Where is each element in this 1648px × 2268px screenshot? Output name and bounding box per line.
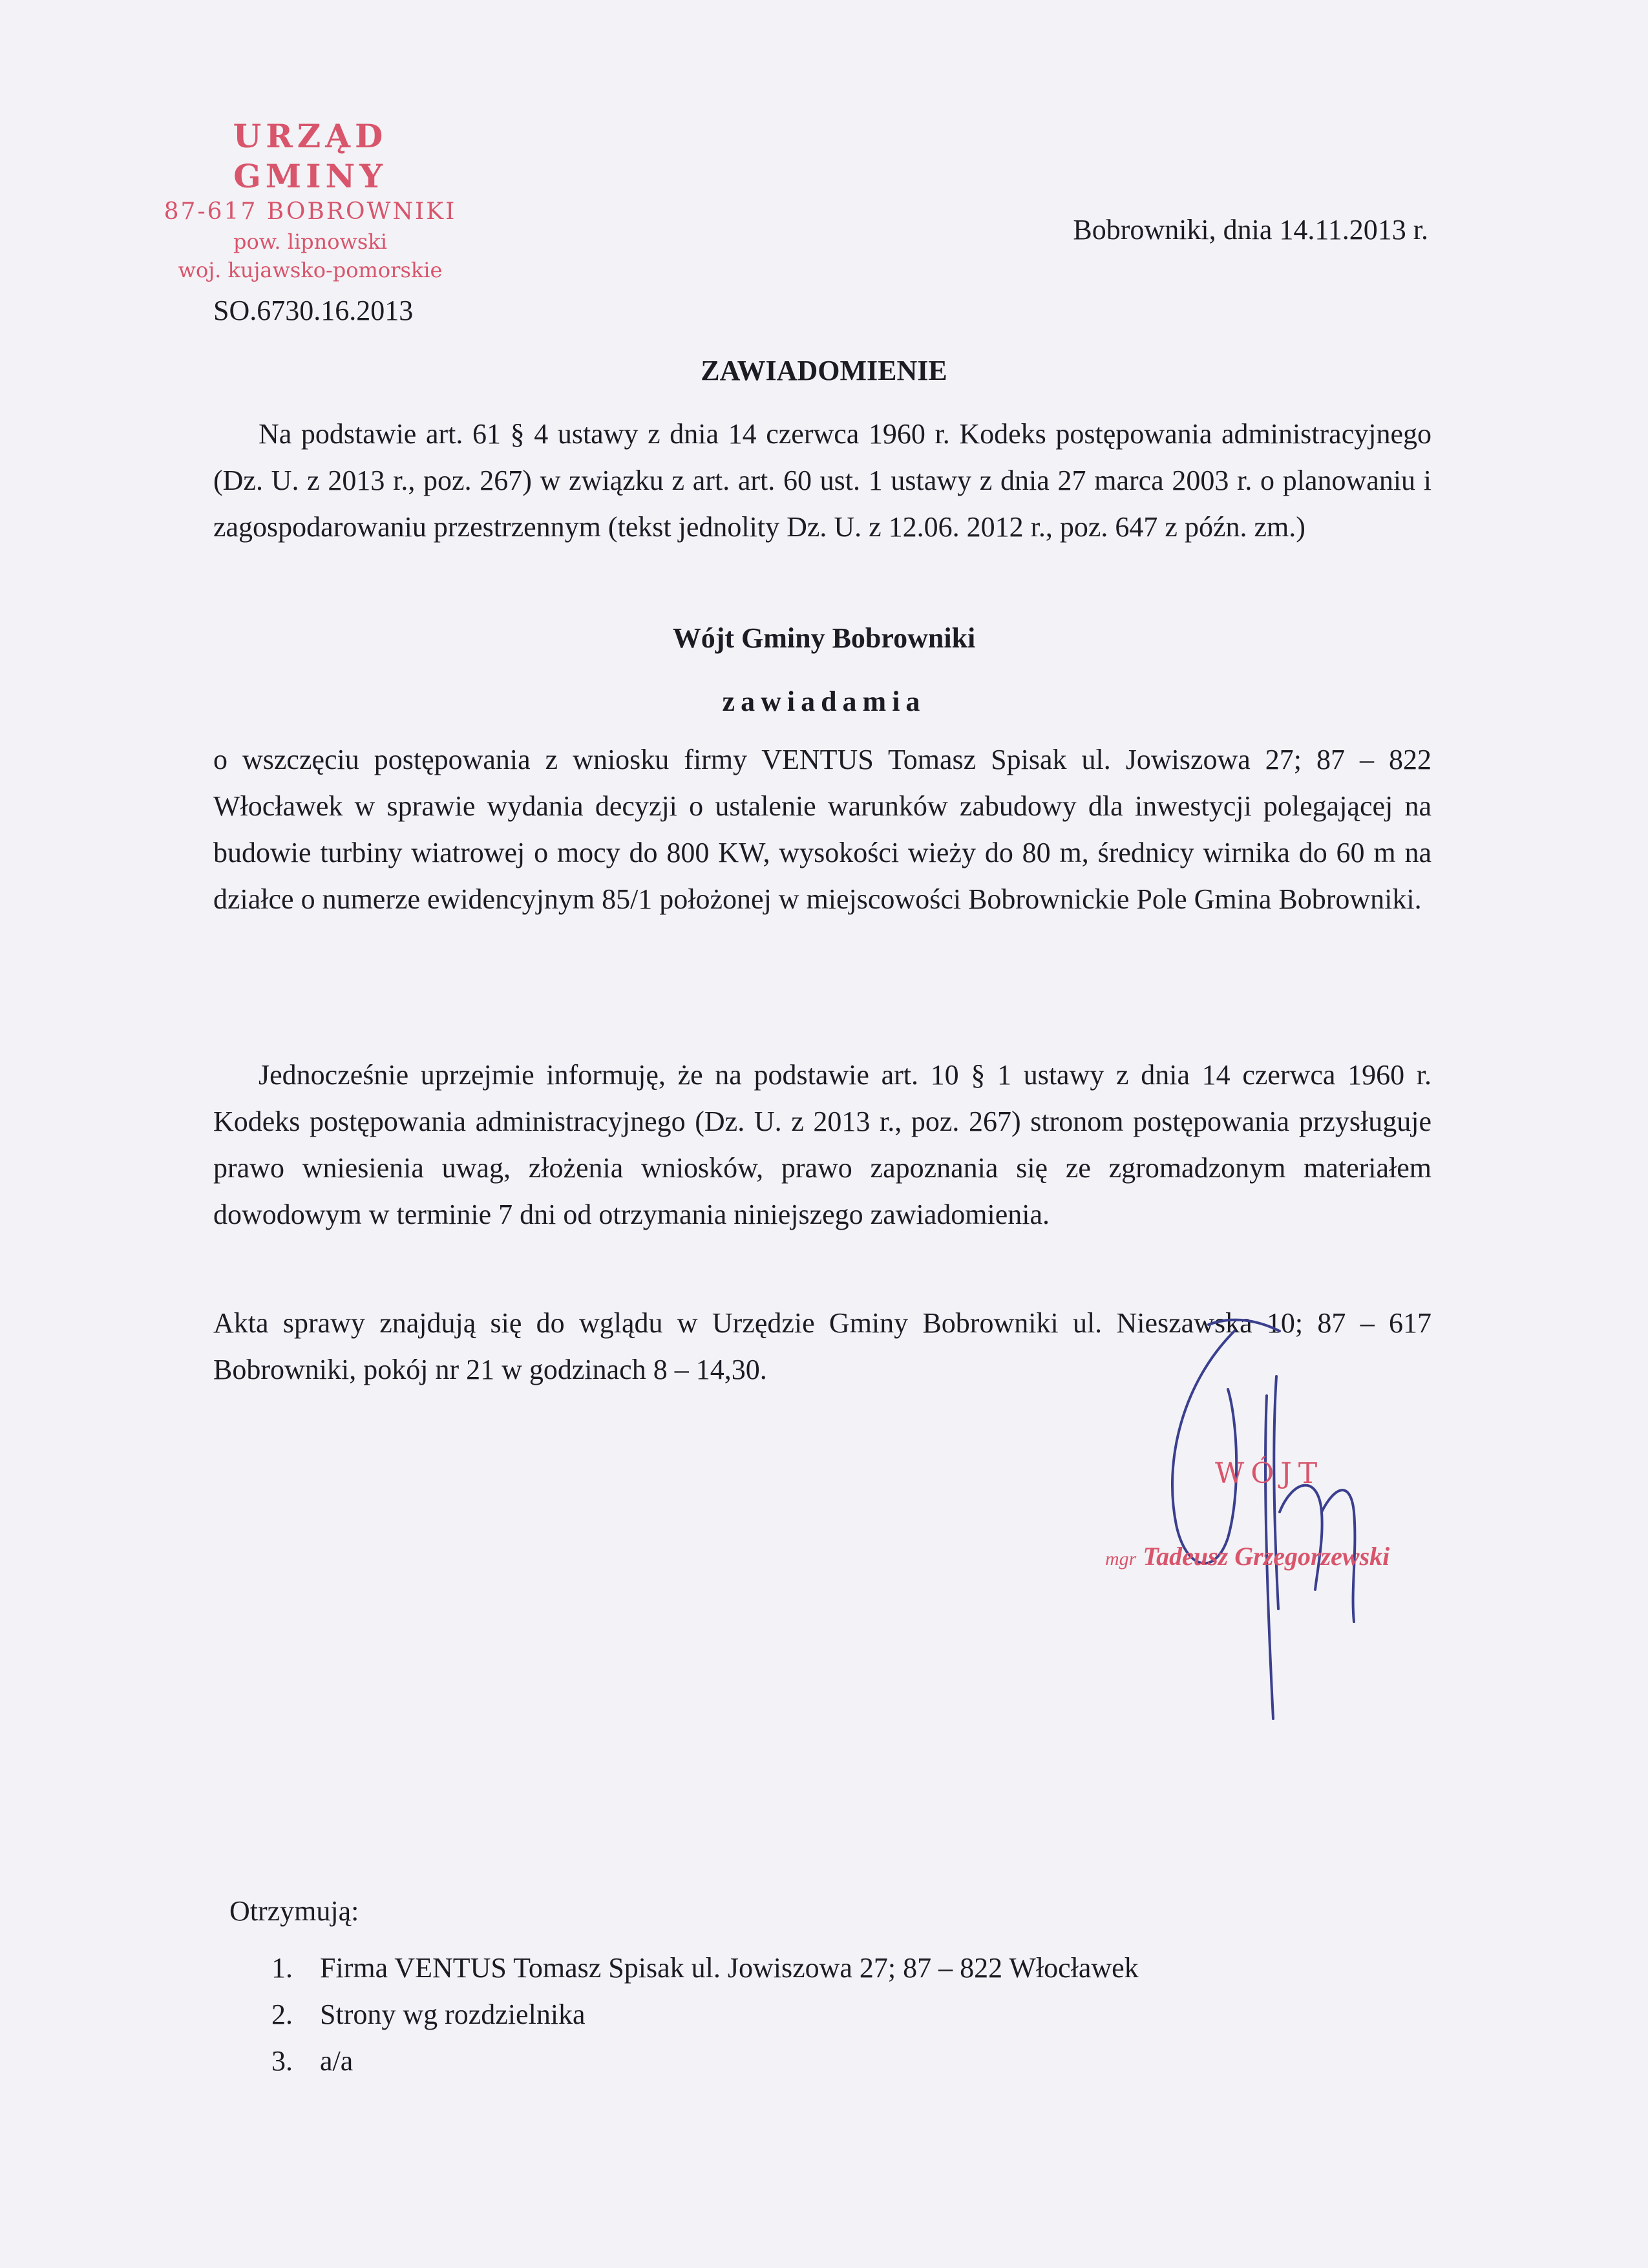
list-item: [271, 1945, 1139, 1991]
stamp-voivodeship-line: woj. kujawsko-pomorskie: [178, 258, 443, 282]
list-item-number: 2.: [271, 1999, 293, 2030]
signatory-name: [1105, 1541, 1389, 1571]
stamp-office-name: URZĄD GMINY: [233, 117, 388, 195]
rights-paragraph: Jednocześnie uprzejmie informuję, że na podstawie art. 10 § 1 ustawy z dnia 14 czerwca 1960 r. Kodeks postępowania administracyjnego (Dz. U. z 2013 r., poz. 267) stronom postępowania przysługuje prawo wniesienia uwag, złożenia wniosków, prawo zapoznania się ze zgromadzonym materiałem dowodowym w terminie 7 dni od otrzymania niniejszego zawiadomienia.: [213, 1059, 1431, 1230]
list-item-text: Firma VENTUS Tomasz Spisak ul. Jowiszowa 27; 87 – 822 Włocławek: [320, 1952, 1139, 1984]
list-item: [271, 1991, 1139, 2038]
recipients-list: [271, 1945, 1139, 2084]
stamp-county-line: pow. lipnowski: [233, 229, 387, 254]
signature-stamp-title: WÓJT: [1215, 1457, 1324, 1490]
signatory-full-name: Tadeusz Grzegorzewski: [1143, 1542, 1390, 1571]
list-item-text: a/a: [320, 2045, 354, 2077]
announces-heading: zawiadamia: [722, 686, 926, 717]
handwritten-signature: [1157, 1318, 1428, 1745]
recipients-heading: Otrzymują:: [229, 1895, 359, 1927]
legal-basis-paragraph: Na podstawie art. 61 § 4 ustawy z dnia 14 czerwca 1960 r. Kodeks postępowania administracyjnego (Dz. U. z 2013 r., poz. 267) w związku z art. art. 60 ust. 1 ustawy z dnia 27 marca 2003 r. o planowaniu i zagospodarowaniu przestrzennym (tekst jednolity Dz. U. z 12.06. 2012 r., poz. 647 z późn. zm.): [213, 418, 1431, 543]
list-item-number: 3.: [271, 2045, 293, 2077]
authority-heading: Wójt Gminy Bobrowniki: [672, 622, 976, 654]
document-title: ZAWIADOMIENIE: [701, 355, 947, 386]
list-item-number: 1.: [271, 1952, 293, 1984]
signatory-prefix: mgr: [1105, 1548, 1137, 1570]
case-reference: SO.6730.16.2013: [213, 295, 414, 326]
stamp-postal-line: 87-617 BOBROWNIKI: [164, 198, 457, 225]
document-date: Bobrowniki, dnia 14.11.2013 r.: [1073, 214, 1428, 246]
files-location-paragraph: Akta sprawy znajdują się do wglądu w Urzędzie Gminy Bobrowniki ul. Nieszawska 10; 87 – 617 Bobrowniki, pokój nr 21 w godzinach 8 – 14,30.: [213, 1307, 1431, 1385]
list-item-text: Strony wg rozdzielnika: [320, 1999, 586, 2030]
list-item: [271, 2038, 1139, 2084]
proceedings-paragraph: o wszczęciu postępowania z wniosku firmy VENTUS Tomasz Spisak ul. Jowiszowa 27; 87 – 822 Włocławek w sprawie wydania decyzji o ustalenie warunków zabudowy dla inwestycji polegającej na budowie turbiny wiatrowej o mocy do 800 KW, wysokości wieży do 80 m, średnicy wirnika do 60 m na działce o numerze ewidencyjnym 85/1 położonej w miejscowości Bobrownickie Pole Gmina Bobrowniki.: [213, 744, 1431, 915]
office-stamp: [149, 116, 472, 284]
